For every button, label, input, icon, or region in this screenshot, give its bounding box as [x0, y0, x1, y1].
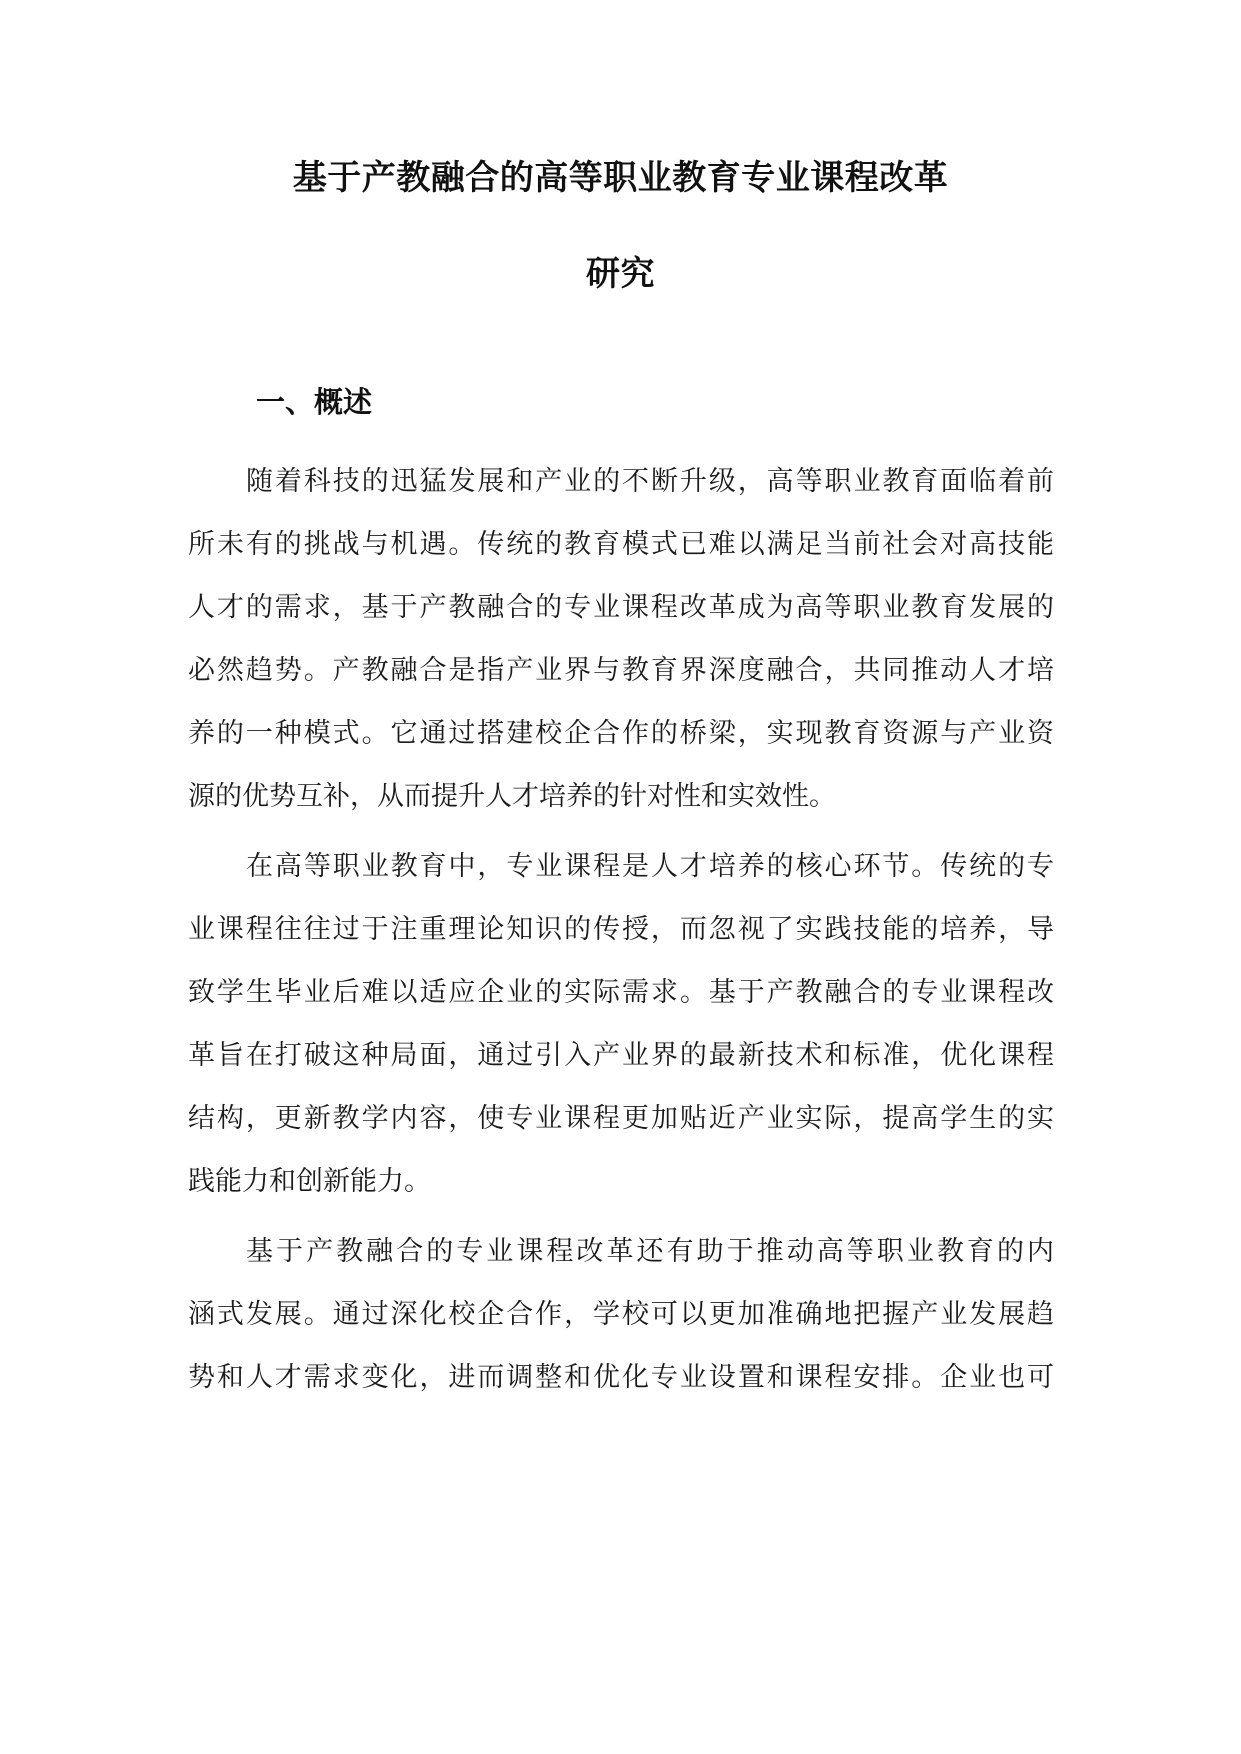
- paragraph-2-line-4: 革旨在打破这种局面，通过引入产业界的最新技术和标准，优化课程: [188, 1040, 1054, 1071]
- document-title-line-2: 研究: [586, 254, 655, 294]
- paragraph-1-line-4: 必然趋势。产教融合是指产业界与教育界深度融合，共同推动人才培: [188, 655, 1054, 686]
- paragraph-2-line-1: 在高等职业教育中，专业课程是人才培养的核心环节。传统的专: [246, 851, 1054, 882]
- paragraph-2-line-2: 业课程往往过于注重理论知识的传授，而忽视了实践技能的培养，导: [188, 914, 1054, 945]
- paragraph-1-line-1: 随着科技的迅猛发展和产业的不断升级，高等职业教育面临着前: [246, 466, 1054, 497]
- paragraph-2-line-3: 致学生毕业后难以适应企业的实际需求。基于产教融合的专业课程改: [188, 977, 1054, 1008]
- paragraph-1-line-3: 人才的需求，基于产教融合的专业课程改革成为高等职业教育发展的: [188, 592, 1054, 623]
- paragraph-3-line-3: 势和人才需求变化，进而调整和优化专业设置和课程安排。企业也可: [188, 1362, 1054, 1393]
- paragraph-3-line-2: 涵式发展。通过深化校企合作，学校可以更加准确地把握产业发展趋: [188, 1299, 1054, 1330]
- paragraph-1-line-2: 所未有的挑战与机遇。传统的教育模式已难以满足当前社会对高技能: [188, 529, 1054, 560]
- paragraph-1-line-5: 养的一种模式。它通过搭建校企合作的桥梁，实现教育资源与产业资: [188, 718, 1054, 749]
- section-heading: 一、概述: [256, 385, 373, 419]
- paragraph-3-line-1: 基于产教融合的专业课程改革还有助于推动高等职业教育的内: [246, 1236, 1054, 1267]
- paragraph-2-line-6: 践能力和创新能力。: [188, 1166, 431, 1197]
- paragraph-2-line-5: 结构，更新教学内容，使专业课程更加贴近产业实际，提高学生的实: [188, 1103, 1054, 1134]
- document-title-line-1: 基于产教融合的高等职业教育专业课程改革: [292, 158, 949, 198]
- paragraph-1-line-6: 源的优势互补，从而提升人才培养的针对性和实效性。: [188, 781, 836, 812]
